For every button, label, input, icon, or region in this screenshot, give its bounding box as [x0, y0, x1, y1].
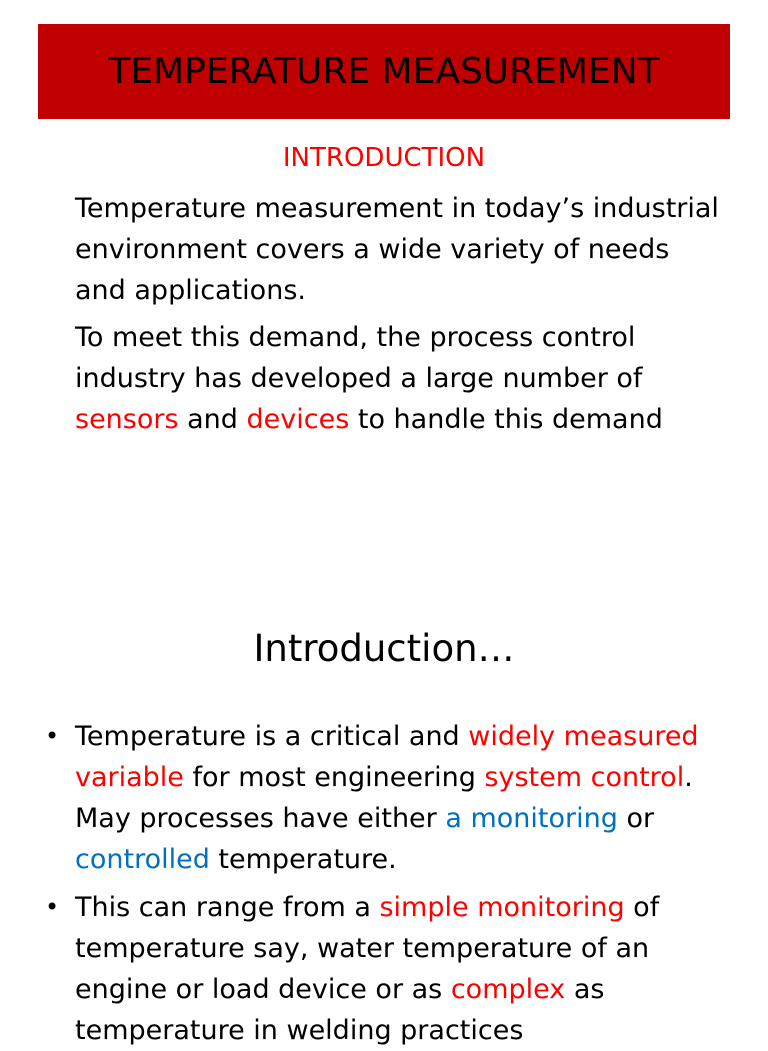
bullet-item-1 — [45, 716, 735, 880]
paragraph-2-text-1: To meet this demand, the process control industry has developed a large number of — [75, 322, 643, 394]
monitoring-highlight: a monitoring — [445, 803, 618, 834]
slide-2 — [0, 540, 768, 1046]
complex-highlight: complex — [450, 974, 566, 1005]
introduction-heading: INTRODUCTION — [282, 143, 486, 173]
bullet-1-text-5: temperature. — [209, 844, 397, 875]
bullet-1-text-1: Temperature is a critical and — [75, 721, 469, 752]
bullet-1-text-2: for most engineering — [183, 762, 485, 793]
paragraph-1: Temperature measurement in today’s industrial environment covers a wide variety of needs and applications. — [75, 193, 719, 306]
bullet-marker: • — [45, 722, 60, 750]
devices-highlight: devices — [246, 404, 350, 435]
paragraph-2-text-3: to handle this demand — [349, 404, 663, 435]
system-control-highlight: system control — [484, 762, 685, 793]
bullet-1-text-3: . May processes have either — [75, 762, 693, 834]
title-banner — [38, 24, 730, 119]
widely-measured-highlight: widely measured variable — [75, 721, 699, 793]
bullet-2-text-2: of temperature say, water temperature of an engine or load device or as — [75, 892, 660, 1005]
bullet-1-text-4: or — [617, 803, 655, 834]
bullet-2-text-3: as temperature in welding practices — [75, 974, 605, 1046]
bullet-marker: • — [45, 893, 60, 921]
sensors-highlight: sensors — [75, 404, 179, 435]
paragraph-2-text-2: and — [178, 404, 247, 435]
paragraph-2 — [75, 317, 725, 440]
controlled-highlight: controlled — [75, 844, 210, 875]
simple-monitoring-highlight: simple monitoring — [379, 892, 625, 923]
bullet-2-text-1: This can range from a — [75, 892, 380, 923]
slide-2-title: Introduction… — [253, 627, 515, 670]
bullet-item-2 — [45, 887, 735, 1051]
slide-title: TEMPERATURE MEASUREMENT — [108, 51, 660, 92]
